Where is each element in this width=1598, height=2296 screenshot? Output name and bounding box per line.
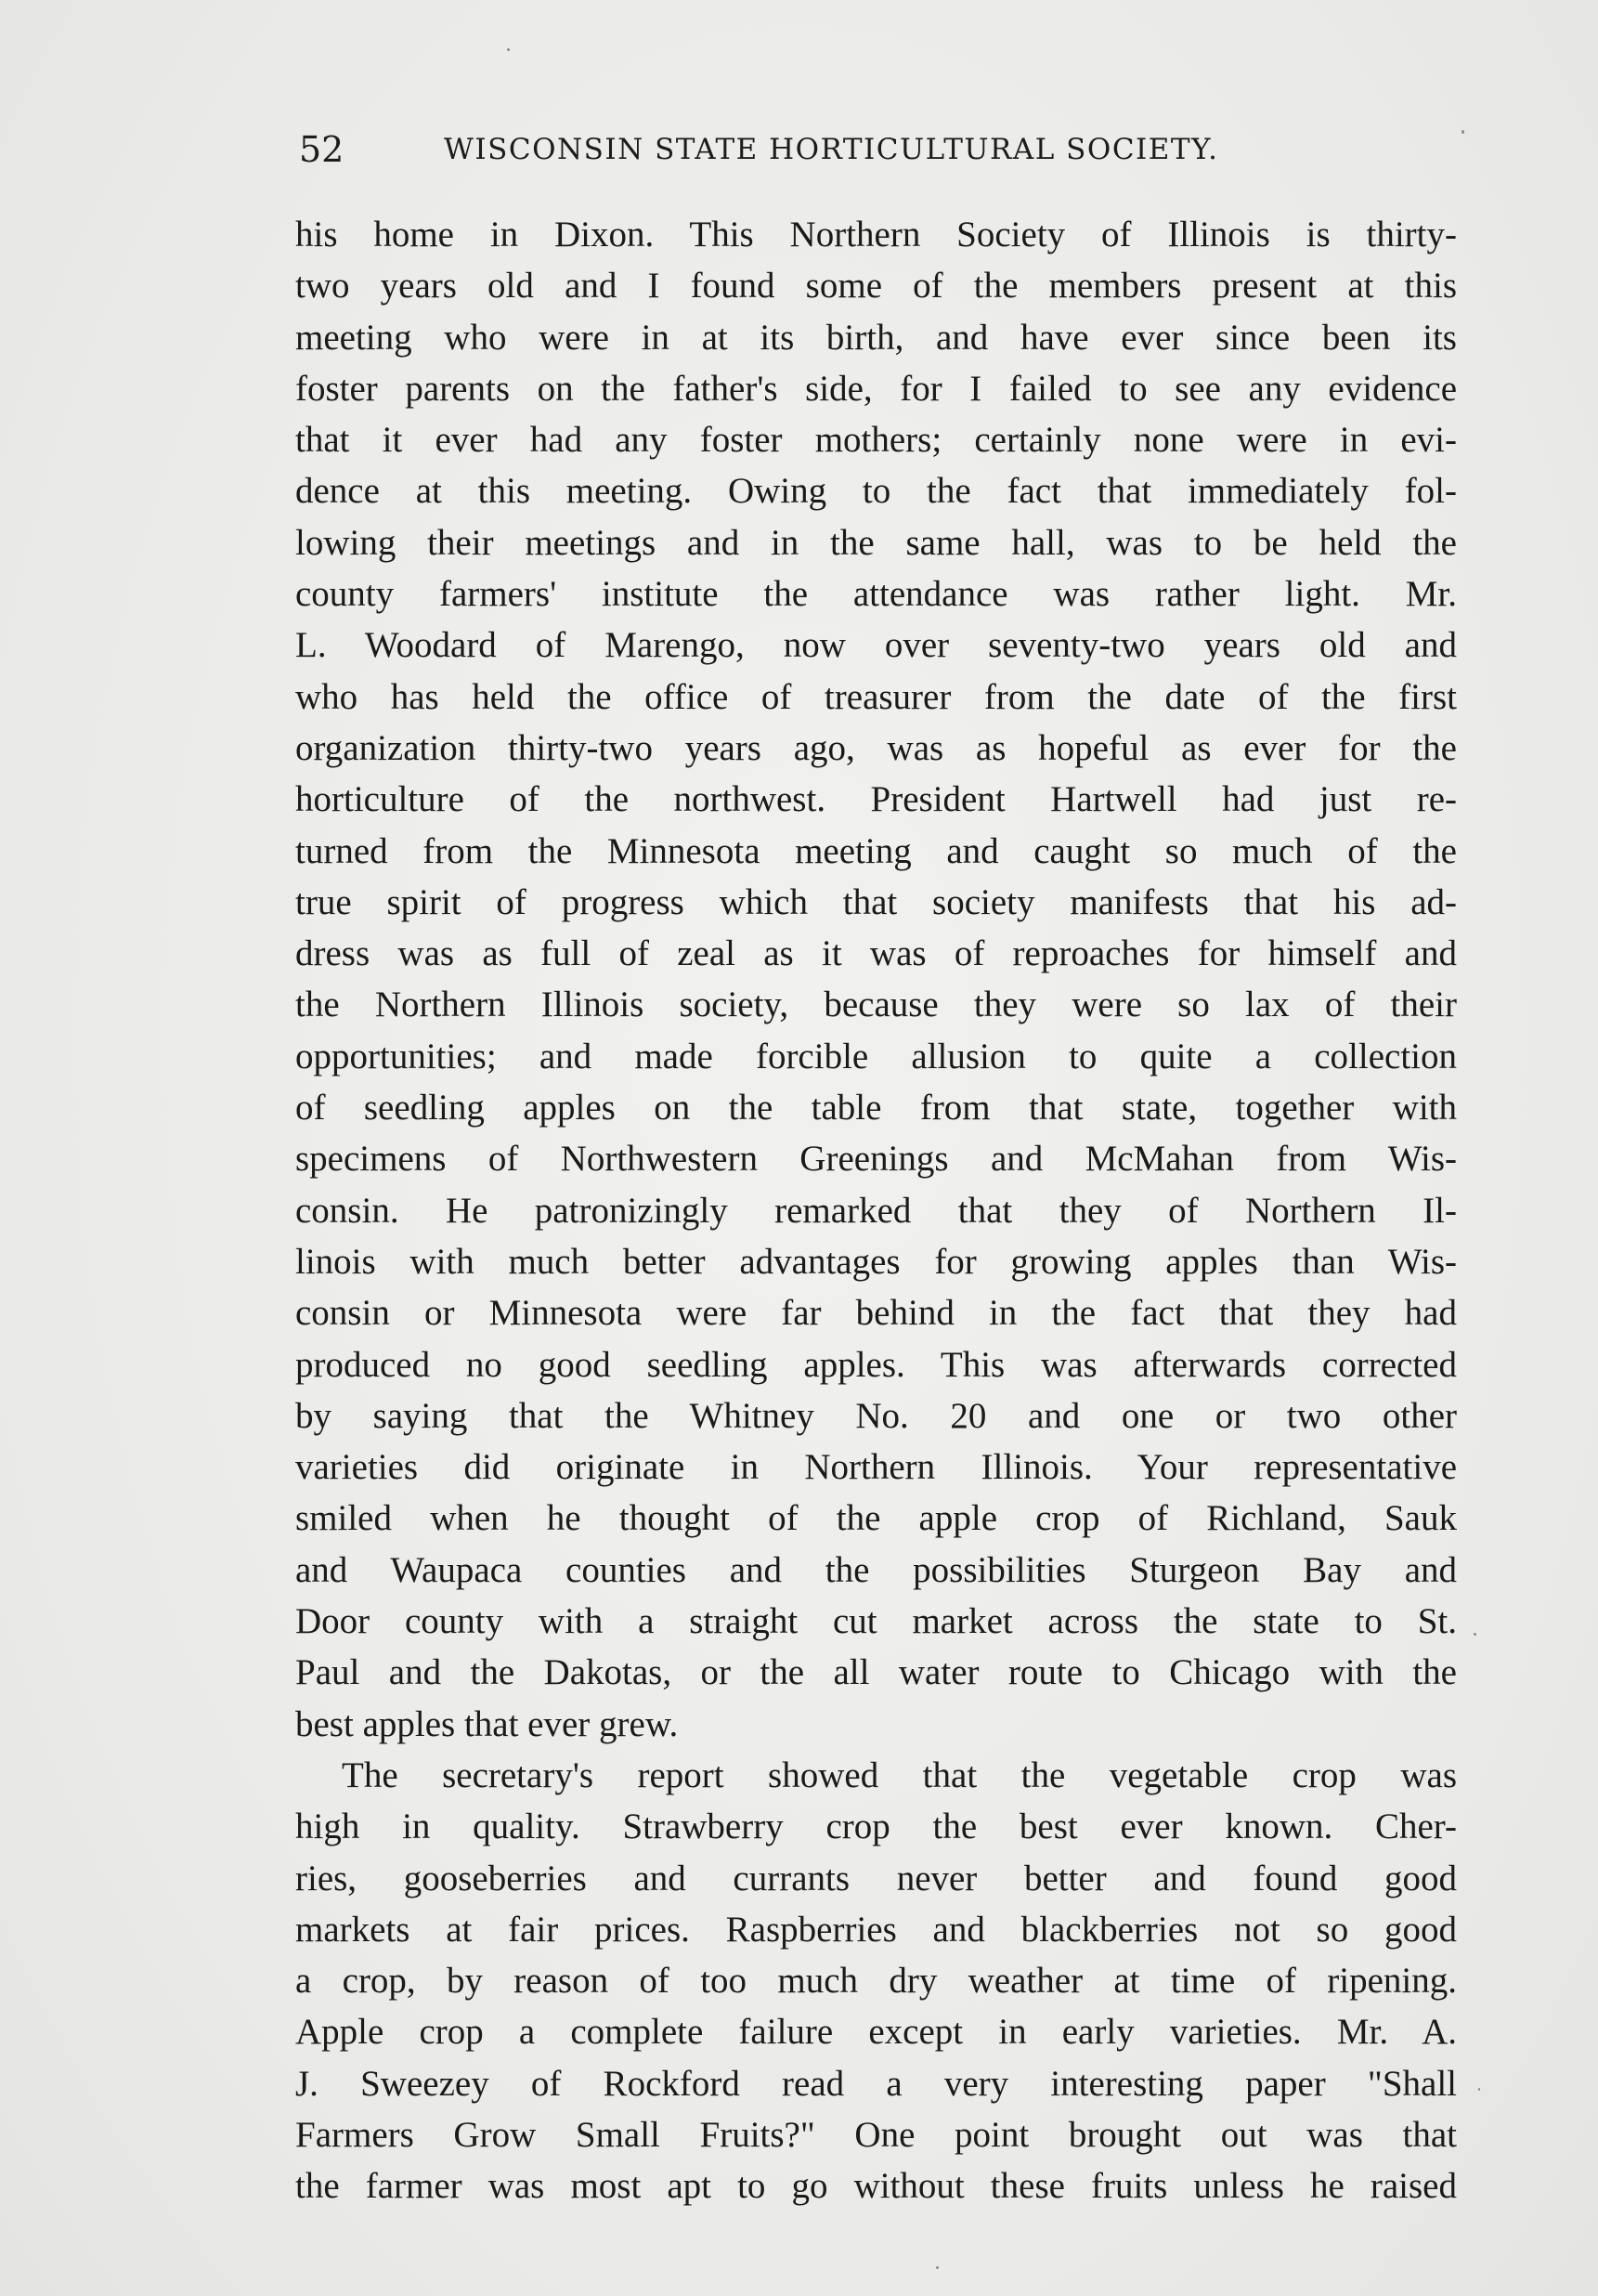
paragraph — [295, 209, 1457, 1750]
text-line: true spirit of progress which that society manifests that his ad- — [295, 881, 1457, 922]
text-line: lowing their meetings and in the same hall, was to be held the — [295, 522, 1457, 563]
text-line: consin. He patronizingly remarked that they of Northern Il- — [295, 1190, 1457, 1231]
text-line: that it ever had any foster mothers; certainly none were in evi- — [295, 420, 1457, 461]
text-line: specimens of Northwestern Greenings and McMahan from Wis- — [295, 1139, 1457, 1180]
text-line: two years old and I found some of the members present at this — [295, 266, 1457, 307]
text-line: dence at this meeting. Owing to the fact that immediately fol- — [295, 471, 1457, 512]
scan-speck — [507, 48, 510, 51]
text-line: Door county with a straight cut market across the state to St. — [295, 1601, 1457, 1642]
text-line: his home in Dixon. This Northern Society of Illinois is thirty- — [295, 215, 1457, 254]
running-head: WISCONSIN STATE HORTICULTURAL SOCIETY. — [444, 133, 1219, 166]
scan-speck — [936, 2266, 939, 2269]
text-line: markets at fair prices. Raspberries and blackberries not so good — [295, 1909, 1457, 1950]
text-line: meeting who were in at its birth, and have ever since been its — [295, 317, 1457, 358]
text-line: consin or Minnesota were far behind in the fact that they had — [295, 1293, 1457, 1334]
text-line: a crop, by reason of too much dry weather at time of ripening. — [295, 1961, 1457, 2002]
text-line: who has held the office of treasurer from the date of the first — [295, 676, 1457, 717]
scan-speck — [1478, 2088, 1480, 2091]
text-line: ries, gooseberries and currants never better and found good — [295, 1858, 1457, 1898]
scan-speck — [1462, 130, 1464, 134]
scan-speck — [1474, 1633, 1476, 1636]
text-line: organization thirty-two years ago, was as hopeful as ever for the — [295, 727, 1457, 768]
text-line: produced no good seedling apples. This was afterwards corrected — [295, 1344, 1457, 1385]
text-line: smiled when he thought of the apple crop of Richland, Sauk — [295, 1498, 1457, 1539]
text-line: county farmers' institute the attendance was rather light. Mr. — [295, 574, 1457, 615]
body-text — [295, 209, 1457, 2212]
text-line: the farmer was most apt to go without these fruits unless he raised — [295, 2166, 1457, 2207]
text-line: L. Woodard of Marengo, now over seventy-two years old and — [295, 625, 1457, 666]
text-line: The secretary's report showed that the vegetable crop was — [342, 1755, 1457, 1795]
text-line: the Northern Illinois society, because they were so lax of their — [295, 985, 1457, 1025]
page-header — [299, 128, 1328, 171]
text-line: J. Sweezey of Rockford read a very interesting paper "Shall — [295, 2063, 1457, 2104]
text-line: horticulture of the northwest. President Hartwell had just re- — [295, 779, 1457, 820]
text-line: and Waupaca counties and the possibilities Sturgeon Bay and — [295, 1549, 1457, 1590]
text-line: by saying that the Whitney No. 20 and one or two other — [295, 1395, 1457, 1436]
text-line: high in quality. Strawberry crop the best ever known. Cher- — [295, 1807, 1457, 1847]
text-line: foster parents on the father's side, for I failed to see any evidence — [295, 368, 1457, 409]
text-line: linois with much better advantages for growing apples than Wis- — [295, 1241, 1457, 1282]
text-line: dress was as full of zeal as it was of reproaches for himself and — [295, 933, 1457, 974]
text-line: varieties did originate in Northern Illinois. Your representative — [295, 1447, 1457, 1488]
paragraph — [295, 1750, 1457, 2212]
text-line: of seedling apples on the table from that state, together with — [295, 1088, 1457, 1128]
text-line: Paul and the Dakotas, or the all water route to Chicago with the — [295, 1652, 1457, 1693]
page-number: 52 — [299, 129, 344, 170]
text-line: Apple crop a complete failure except in early varieties. Mr. A. — [295, 2012, 1457, 2053]
text-line: best apples that ever grew. — [295, 1703, 679, 1744]
text-line: turned from the Minnesota meeting and caught so much of the — [295, 830, 1457, 871]
text-line: opportunities; and made forcible allusion to quite a collection — [295, 1036, 1457, 1076]
text-line: Farmers Grow Small Fruits?" One point brought out was that — [295, 2114, 1457, 2155]
